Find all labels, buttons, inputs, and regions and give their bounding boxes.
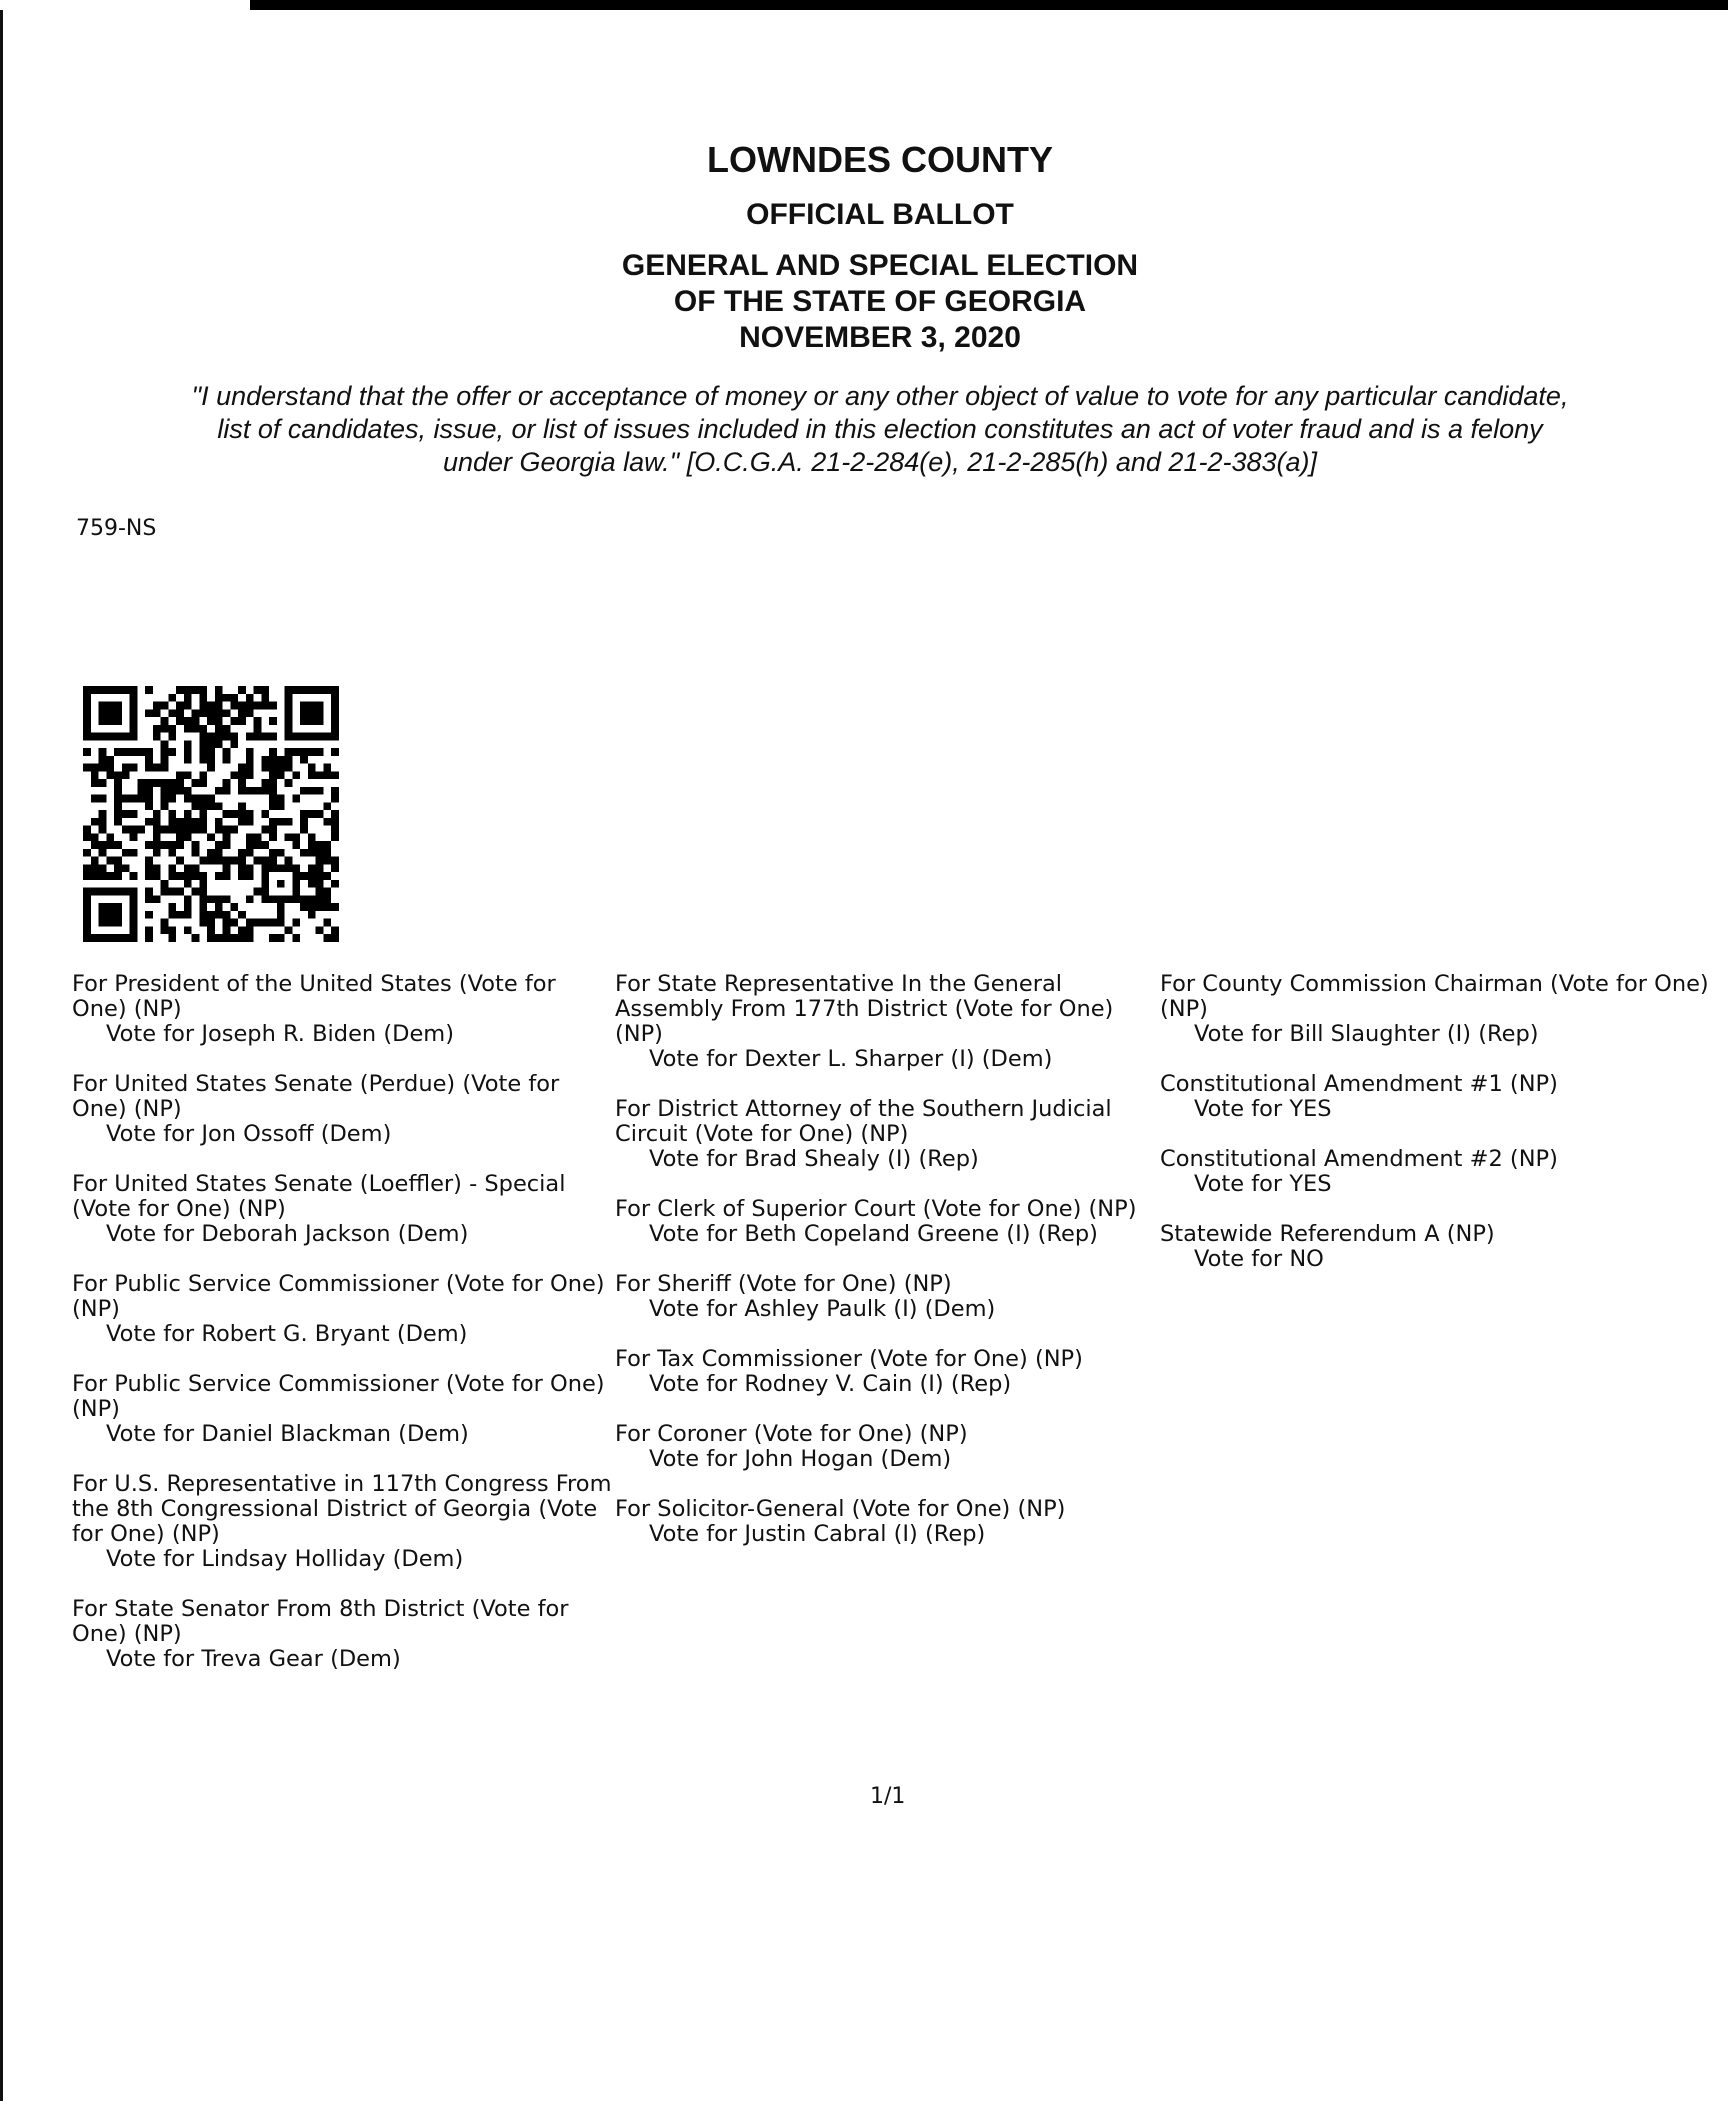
race-title: For Coroner (Vote for One) (NP) [615, 1421, 968, 1447]
qr-code-graphic [72, 686, 350, 942]
race-title: Constitutional Amendment #1 (NP) [1160, 1071, 1558, 1097]
race-entry [1160, 1222, 1720, 1272]
election-date: NOVEMBER 3, 2020 [739, 321, 1021, 354]
race-entry [615, 972, 1155, 1072]
vote-selection: Vote for Joseph R. Biden (Dem) [106, 1021, 454, 1047]
race-entry [72, 1597, 612, 1672]
election-line: GENERAL AND SPECIAL ELECTION [621, 249, 1139, 282]
race-title: For U.S. Representative in 117th Congress From the 8th Congressional District of Georgia (Vote for One) (NP) [72, 1471, 612, 1547]
vote-selection: Vote for Brad Shealy (I) (Rep) [649, 1146, 979, 1172]
vote-selection: Vote for Deborah Jackson (Dem) [106, 1221, 469, 1247]
vote-selection: Vote for Robert G. Bryant (Dem) [106, 1321, 468, 1347]
vote-selection: Vote for YES [1194, 1171, 1332, 1197]
race-title: For Clerk of Superior Court (Vote for One) (NP) [615, 1196, 1137, 1222]
county-title: LOWNDES COUNTY [707, 139, 1053, 180]
race-entry [1160, 1147, 1720, 1197]
race-title: For Solicitor-General (Vote for One) (NP) [615, 1496, 1066, 1522]
vote-selection: Vote for Rodney V. Cain (I) (Rep) [649, 1371, 1012, 1397]
race-title: For Public Service Commissioner (Vote for One) (NP) [72, 1271, 605, 1322]
oath-line: "I understand that the offer or acceptance of money or any other object of value to vote for any particular candidate, [191, 381, 1569, 411]
ballot-style-code: 759-NS [76, 516, 157, 541]
race-entry [615, 1097, 1155, 1172]
race-title: For United States Senate (Perdue) (Vote for One) (NP) [72, 1071, 560, 1122]
race-title: For United States Senate (Loeffler) - Special (Vote for One) (NP) [72, 1171, 566, 1222]
race-entry [615, 1197, 1155, 1247]
vote-selection: Vote for Lindsay Holliday (Dem) [106, 1546, 464, 1572]
race-entry [615, 1422, 1155, 1472]
race-entry [1160, 1072, 1720, 1122]
race-title: For Public Service Commissioner (Vote for One) (NP) [72, 1371, 605, 1422]
ballot-type: OFFICIAL BALLOT [746, 198, 1014, 231]
race-entry [72, 972, 612, 1047]
race-title: For Sheriff (Vote for One) (NP) [615, 1271, 952, 1297]
ballot-column-2 [615, 972, 1155, 1572]
race-entry [72, 1472, 612, 1572]
race-entry [615, 1272, 1155, 1322]
page-number: 1/1 [870, 1784, 906, 1809]
race-title: Constitutional Amendment #2 (NP) [1160, 1146, 1558, 1172]
vote-selection: Vote for Jon Ossoff (Dem) [106, 1121, 392, 1147]
race-title: For Tax Commissioner (Vote for One) (NP) [615, 1346, 1083, 1372]
vote-selection: Vote for Ashley Paulk (I) (Dem) [649, 1296, 996, 1322]
vote-selection: Vote for Bill Slaughter (I) (Rep) [1194, 1021, 1539, 1047]
race-entry [72, 1072, 612, 1147]
race-title: For State Senator From 8th District (Vote for One) (NP) [72, 1596, 569, 1647]
vote-selection: Vote for Treva Gear (Dem) [106, 1646, 401, 1672]
race-entry [615, 1497, 1155, 1547]
race-entry [72, 1172, 612, 1247]
race-entry [72, 1272, 612, 1347]
vote-selection: Vote for Daniel Blackman (Dem) [106, 1421, 469, 1447]
race-entry [72, 1372, 612, 1447]
top-scan-gap [0, 0, 250, 10]
top-scan-border [0, 0, 1728, 10]
oath-line: under Georgia law." [O.C.G.A. 21-2-284(e), 21-2-285(h) and 21-2-383(a)] [442, 447, 1318, 477]
ballot-column-3 [1160, 972, 1720, 1297]
qr-code [72, 686, 350, 942]
election-title [0, 248, 1728, 356]
vote-selection: Vote for Beth Copeland Greene (I) (Rep) [649, 1221, 1098, 1247]
vote-selection: Vote for John Hogan (Dem) [649, 1446, 952, 1472]
vote-selection: Vote for Justin Cabral (I) (Rep) [649, 1521, 986, 1547]
race-entry [1160, 972, 1720, 1047]
oath-line: list of candidates, issue, or list of issues included in this election constitutes an act of voter fraud and is a felony [217, 414, 1543, 444]
vote-selection: Vote for NO [1194, 1246, 1324, 1272]
race-title: For District Attorney of the Southern Judicial Circuit (Vote for One) (NP) [615, 1096, 1112, 1147]
election-line: OF THE STATE OF GEORGIA [673, 285, 1087, 318]
race-title: For President of the United States (Vote for One) (NP) [72, 971, 556, 1022]
race-title: For State Representative In the General Assembly From 177th District (Vote for One) (NP) [615, 971, 1114, 1047]
ballot-header [0, 138, 1728, 356]
vote-selection: Vote for YES [1194, 1096, 1332, 1122]
race-entry [615, 1347, 1155, 1397]
vote-selection: Vote for Dexter L. Sharper (I) (Dem) [649, 1046, 1053, 1072]
race-title: Statewide Referendum A (NP) [1160, 1221, 1495, 1247]
race-title: For County Commission Chairman (Vote for One) (NP) [1160, 971, 1709, 1022]
voter-fraud-statement [70, 380, 1690, 479]
ballot-column-1 [72, 972, 612, 1697]
